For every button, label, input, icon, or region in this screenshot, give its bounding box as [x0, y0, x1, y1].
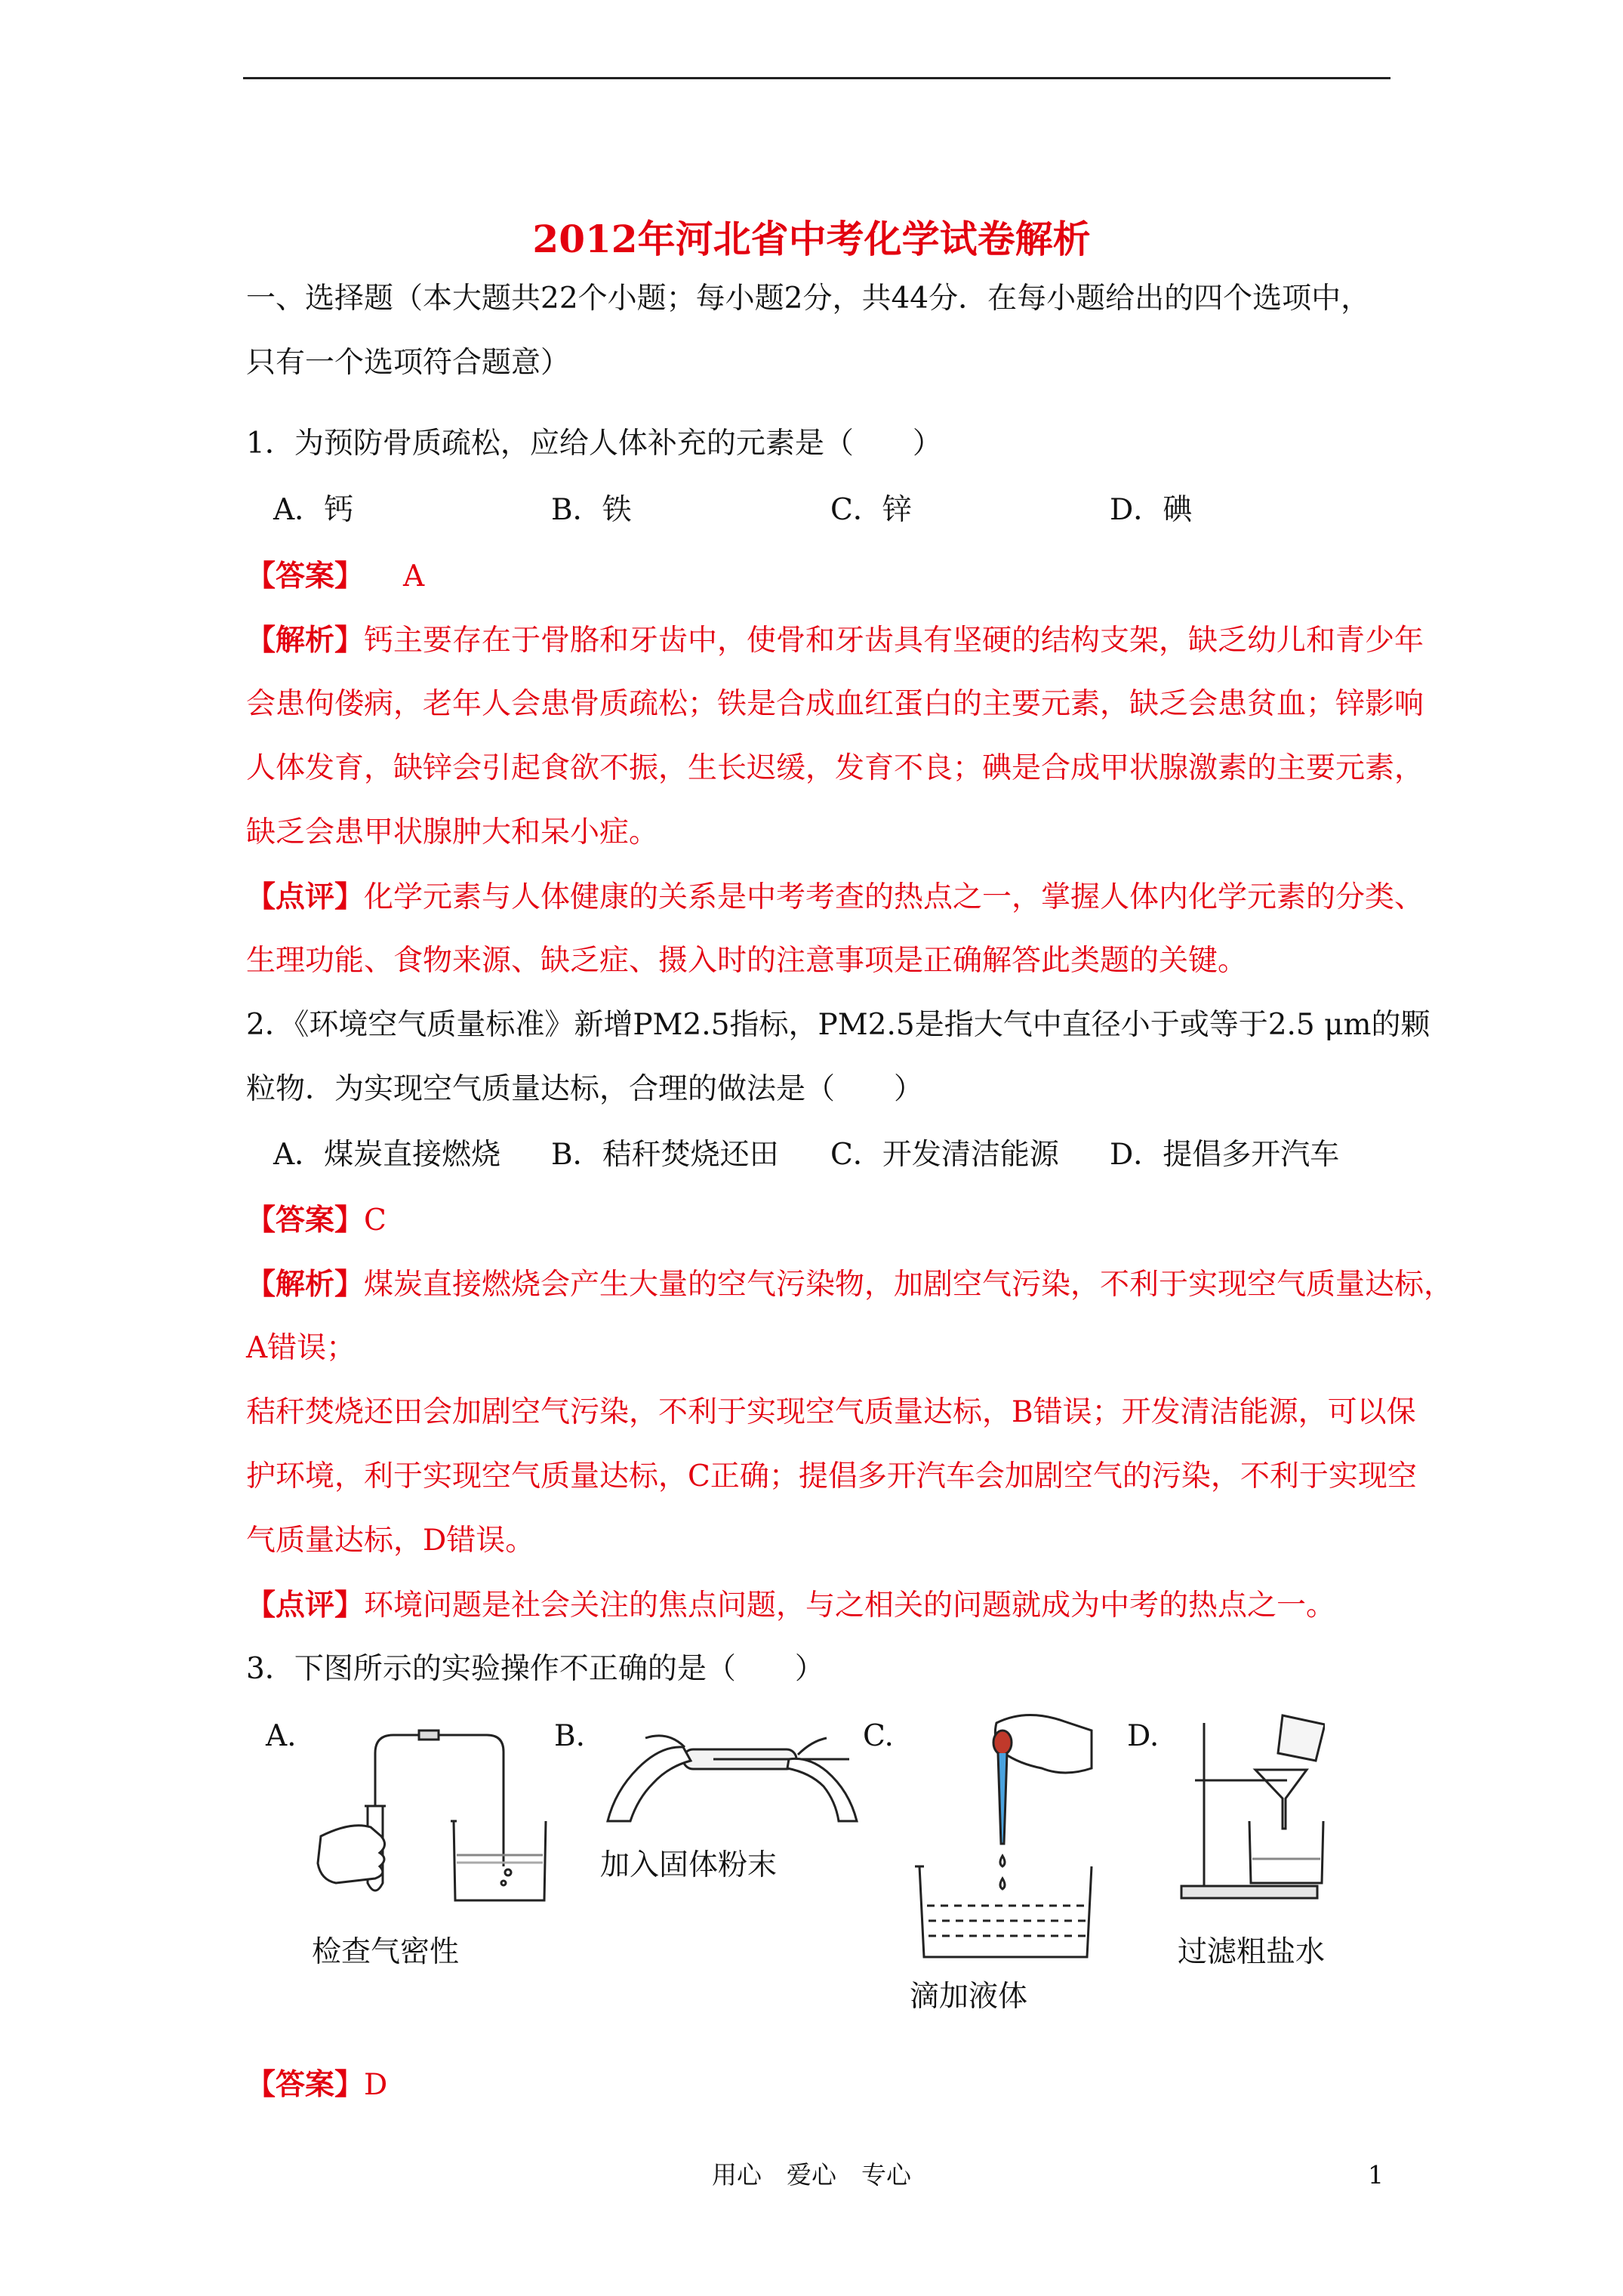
q2-analysis-line5: 气质量达标，D错误。	[246, 1524, 535, 1558]
q1-analysis-line4: 缺乏会患甲状腺肿大和呆小症。	[246, 815, 659, 849]
q2-comment-line	[246, 1584, 1335, 1626]
q1-analysis-text-1: 钙主要存在于骨胳和牙齿中，使骨和牙齿具有坚硬的结构支架，缺乏幼儿和青少年	[364, 624, 1424, 658]
q3-caption-d: 过滤粗盐水	[1178, 1935, 1326, 1969]
comment-label: 【点评】	[246, 1588, 365, 1623]
q2-analysis-line4: 护环境，利于实现空气质量达标，C正确；提倡多开汽车会加剧空气的污染，不利于实现空	[246, 1459, 1417, 1493]
q1-comment-text-1: 化学元素与人体健康的关系是中考考查的热点之一，掌握人体内化学元素的分类、	[364, 880, 1424, 914]
answer-label: 【答案】	[246, 559, 365, 593]
q1-option-c: C．锌	[830, 493, 912, 527]
comment-label: 【点评】	[246, 880, 365, 914]
q3-caption-a: 检查气密性	[312, 1935, 460, 1969]
answer-label: 【答案】	[246, 2067, 365, 2102]
q1-option-d: D．碘	[1110, 493, 1193, 527]
analysis-label: 【解析】	[246, 623, 365, 658]
q3-caption-c: 滴加液体	[910, 1980, 1028, 2014]
q1-comment-line2: 生理功能、食物来源、缺乏症、摄入时的注意事项是正确解答此类题的关键。	[246, 944, 1248, 978]
q1-answer: A	[403, 559, 425, 593]
answer-label: 【答案】	[246, 1203, 365, 1237]
q1-analysis-line1	[246, 619, 1424, 661]
section-instructions-line1: 一、选择题（本大题共22个小题；每小题2分，共44分．在每小题给出的四个选项中，	[246, 282, 1371, 316]
q3-answer-line	[246, 2063, 387, 2106]
q3-caption-b: 加入固体粉末	[600, 1848, 778, 1882]
airtightness-check-figure	[306, 1708, 547, 1912]
add-solid-powder-figure	[600, 1708, 864, 1829]
q2-option-d: D．提倡多开汽车	[1110, 1138, 1340, 1172]
q2-option-c: C．开发清洁能源	[830, 1138, 1059, 1172]
section-instructions-line2: 只有一个选项符合题意）	[246, 346, 571, 380]
q2-stem-line1: 2．《环境空气质量标准》新增PM2.5指标，PM2.5是指大气中直径小于或等于2.5 μm的颗	[246, 1008, 1431, 1042]
q1-analysis-line2: 会患佝偻病，老年人会患骨质疏松；铁是合成血红蛋白的主要元素，缺乏会患贫血；锌影响	[246, 687, 1424, 721]
page-number: 1	[1368, 2160, 1384, 2190]
q1-analysis-line3: 人体发育，缺锌会引起食欲不振，生长迟缓，发育不良；碘是合成甲状腺激素的主要元素，	[246, 751, 1424, 785]
q3-option-b-letter: B.	[554, 1719, 586, 1753]
q1-comment-line1	[246, 876, 1424, 918]
q2-answer-line	[246, 1199, 387, 1241]
q2-analysis-text-1: 煤炭直接燃烧会产生大量的空气污染物，加剧空气污染，不利于实现空气质量达标，	[364, 1268, 1454, 1302]
analysis-label: 【解析】	[246, 1267, 365, 1302]
q2-comment-text: 环境问题是社会关注的焦点问题，与之相关的问题就成为中考的热点之一。	[364, 1589, 1336, 1623]
q3-option-d-letter: D.	[1127, 1719, 1160, 1753]
q1-option-a: A．钙	[273, 493, 354, 527]
q3-option-c-letter: C.	[863, 1719, 894, 1753]
q1-answer-line	[246, 555, 424, 597]
page-title: 2012年河北省中考化学试卷解析	[532, 217, 1091, 261]
footer-motto: 用心 爱心 专心	[712, 2160, 911, 2190]
q2-analysis-line3: 秸秆焚烧还田会加剧空气污染，不利于实现空气质量达标，B错误；开发清洁能源，可以保	[246, 1395, 1416, 1429]
filter-salt-water-figure	[1174, 1708, 1325, 1904]
q1-stem: 1．为预防骨质疏松，应给人体补充的元素是（ ）	[246, 427, 942, 461]
q2-analysis-line1	[246, 1263, 1453, 1305]
q1-option-b: B．铁	[551, 493, 632, 527]
q2-option-b: B．秸秆焚烧还田	[551, 1138, 779, 1172]
q2-option-a: A．煤炭直接燃烧	[273, 1138, 501, 1172]
q3-answer: D	[364, 2068, 388, 2102]
q2-answer: C	[364, 1203, 387, 1237]
add-liquid-dropper-figure	[913, 1708, 1095, 1965]
q2-analysis-line2: A错误；	[246, 1331, 356, 1365]
header-rule	[243, 77, 1390, 79]
q3-stem: 3．下图所示的实验操作不正确的是（ ）	[246, 1652, 824, 1686]
q2-stem-line2: 粒物．为实现空气质量达标，合理的做法是（ ）	[246, 1072, 924, 1106]
q3-option-a-letter: A.	[266, 1719, 297, 1753]
